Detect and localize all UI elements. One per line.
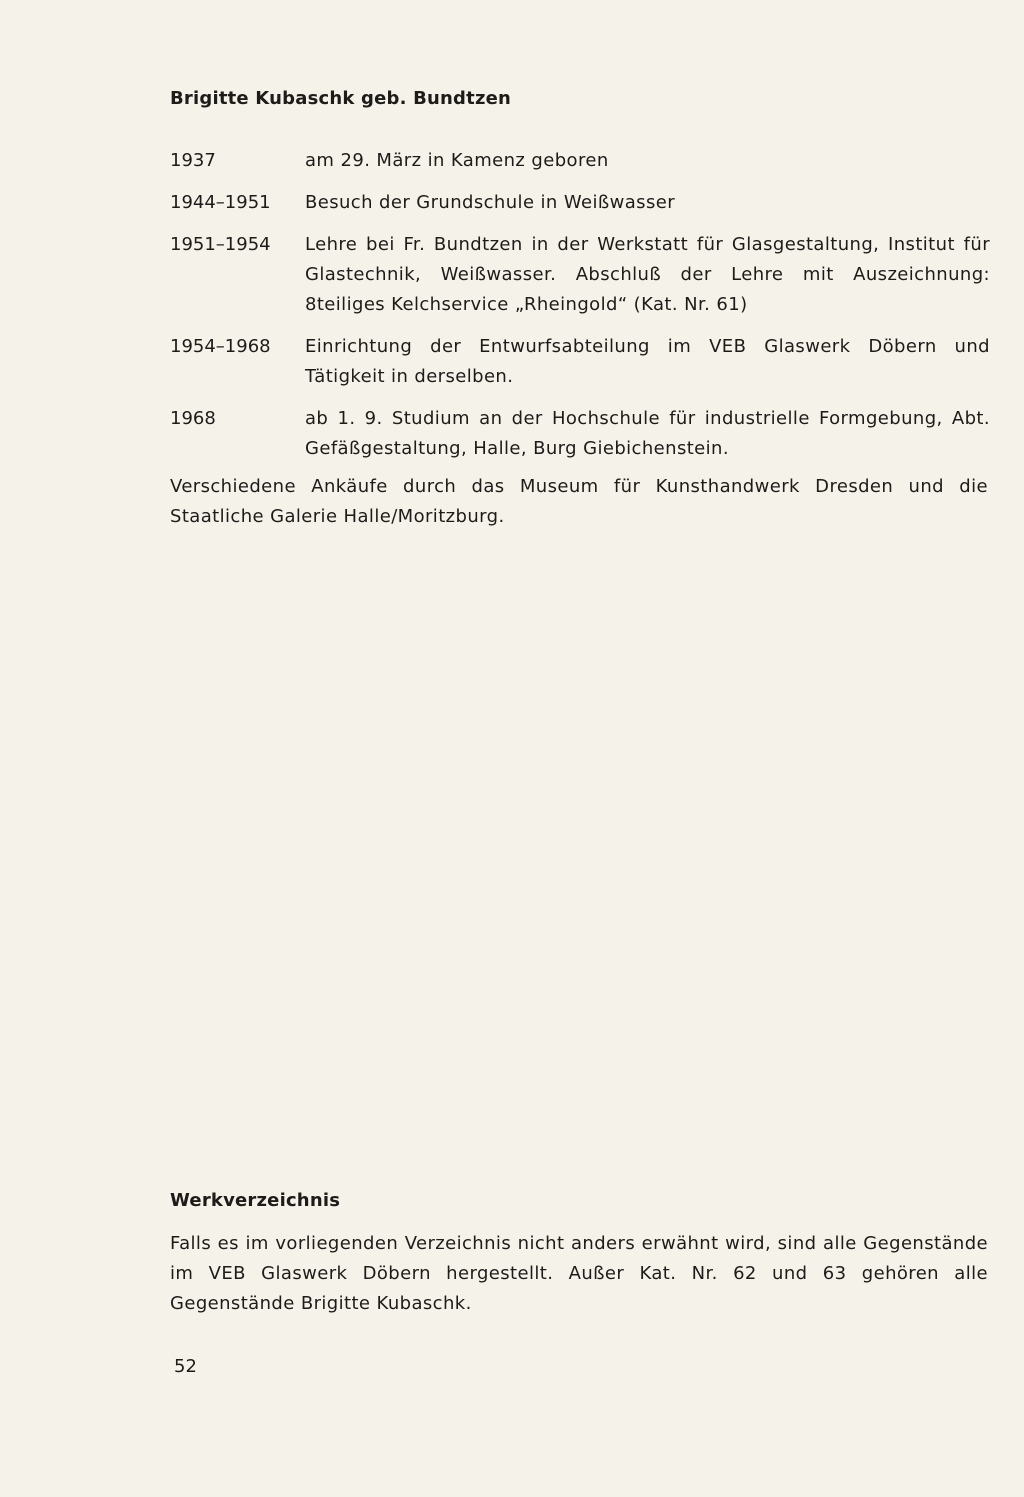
entry-text: ab 1. 9. Studium an der Hochschule für industrielle Formgebung, Abt. Gefäßgestaltung, Halle, Burg Giebichenstein. <box>305 408 990 459</box>
entry-text: Lehre bei Fr. Bundtzen in der Werkstatt für Glasgestaltung, Institut für Glastechnik, Weißwasser. Abschluß der Lehre mit Auszeichnung: 8teiliges Kelchservice „Rheingold“ (Kat. Nr. 61) <box>305 234 990 315</box>
timeline-entry <box>170 332 990 392</box>
timeline-entry <box>170 404 990 464</box>
works-heading: Werkverzeichnis <box>170 1190 341 1211</box>
timeline-entry <box>170 146 990 176</box>
purchases-paragraph: Verschiedene Ankäufe durch das Museum für Kunsthandwerk Dresden und die Staatliche Galerie Halle/Moritzburg. <box>170 476 988 527</box>
entry-text: Einrichtung der Entwurfsabteilung im VEB Glaswerk Döbern und Tätigkeit in derselben. <box>305 336 990 387</box>
entry-year: 1937 <box>170 150 216 171</box>
page-number: 52 <box>174 1356 197 1377</box>
entry-year: 1954–1968 <box>170 336 271 357</box>
biography-timeline <box>170 146 990 476</box>
entry-year: 1944–1951 <box>170 192 271 213</box>
timeline-entry <box>170 230 990 320</box>
works-paragraph: Falls es im vorliegenden Verzeichnis nicht anders erwähnt wird, sind alle Gegenstände im VEB Glaswerk Döbern hergestellt. Außer Kat. Nr. 62 und 63 gehören alle Gegenstände Brigitte Kubaschk. <box>170 1233 988 1314</box>
entry-text: Besuch der Grundschule in Weißwasser <box>305 192 676 213</box>
entry-year: 1968 <box>170 408 216 429</box>
timeline-entry <box>170 188 990 218</box>
entry-text: am 29. März in Kamenz geboren <box>305 150 609 171</box>
biography-heading: Brigitte Kubaschk geb. Bundtzen <box>170 88 512 109</box>
entry-year: 1951–1954 <box>170 234 271 255</box>
